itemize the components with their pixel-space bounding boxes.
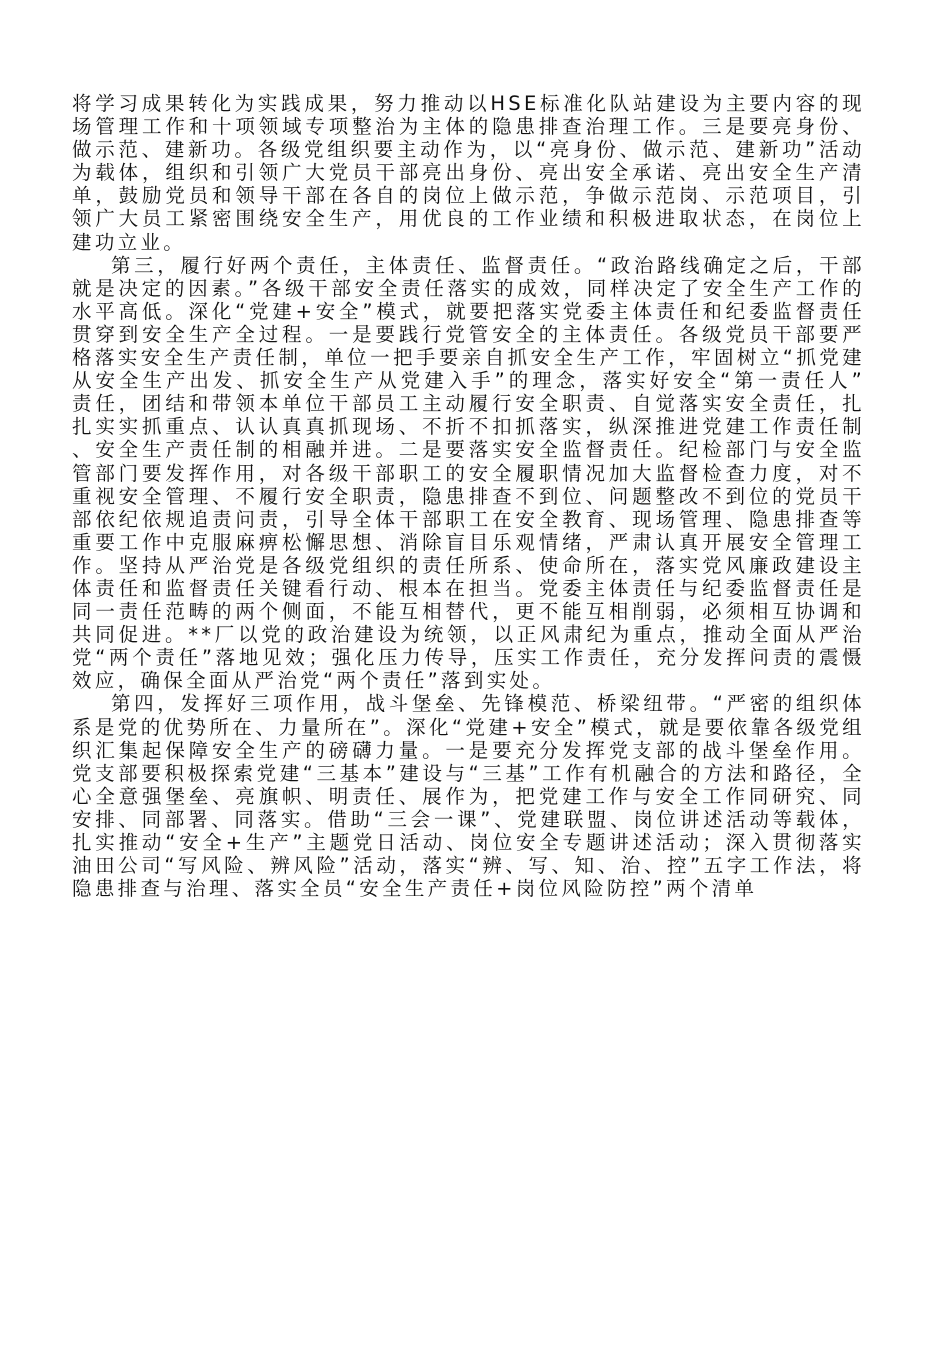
paragraph-3: 第四，发挥好三项作用，战斗堡垒、先锋模范、桥梁纽带。“严密的组织体系是党的优势所在、力量所在”。深化“党建+安全”模式，就是要依靠各级党组织汇集起保障安全生产的磅礴力量。一是要充分发挥党支部的战斗堡垒作用。党支部要积极探索党建“三基本”建设与“三基”工作有机融合的方法和路径，全心全意强堡垒、亮旗帜、明责任、展作为，把党建工作与安全工作同研究、同安排、同部署、同落实。借助“三会一课”、党建联盟、岗位讲述活动等载体，扎实推动“安全+生产”主题党日活动、岗位安全专题讲述活动；深入贯彻落实油田公司“写风险、辨风险”活动，落实“辨、写、知、治、控”五字工作法，将隐患排查与治理、落实全员“安全生产责任+岗位风险防控”两个清单: [72, 692, 865, 901]
paragraph-1: 将学习成果转化为实践成果，努力推动以HSE标准化队站建设为主要内容的现场管理工作和十项领域专项整治为主体的隐患排查治理工作。三是要亮身份、做示范、建新功。各级党组织要主动作为，以“亮身份、做示范、建新功”活动为载体，组织和引领广大党员干部亮出身份、亮出安全承诺、亮出安全生产清单，鼓励党员和领导干部在各自的岗位上做示范，争做示范岗、示范项目，引领广大员工紧密围绕安全生产，用优良的工作业绩和积极进取状态，在岗位上建功立业。: [72, 92, 865, 254]
paragraph-2: 第三，履行好两个责任，主体责任、监督责任。“政治路线确定之后，干部就是决定的因素。”各级干部安全责任落实的成效，同样决定了安全生产工作的水平高低。深化“党建+安全”模式，就要把落实党委主体责任和纪委监督责任贯穿到安全生产全过程。一是要践行党管安全的主体责任。各级党员干部要严格落实安全生产责任制，单位一把手要亲自抓安全生产工作，牢固树立“抓党建从安全生产出发、抓安全生产从党建入手”的理念，落实好安全“第一责任人”责任，团结和带领本单位干部员工主动履行安全职责、自觉落实安全责任，扎扎实实抓重点、认认真真抓现场、不折不扣抓落实，纵深推进党建工作责任制、安全生产责任制的相融并进。二是要落实安全监督责任。纪检部门与安全监管部门要发挥作用，对各级干部职工的安全履职情况加大监督检查力度，对不重视安全管理、不履行安全职责，隐患排查不到位、问题整改不到位的党员干部依纪依规追责问责，引导全体干部职工在安全教育、现场管理、隐患排查等重要工作中克服麻痹松懈思想、消除盲目乐观情绪，严肃认真开展安全管理工作。坚持从严治党是各级党组织的责任所系、使命所在，落实党风廉政建设主体责任和监督责任关键看行动、根本在担当。党委主体责任与纪委监督责任是同一责任范畴的两个侧面，不能互相替代，更不能互相削弱，必须相互协调和共同促进。**厂以党的政治建设为统领，以正风肃纪为重点，推动全面从严治党“两个责任”落地见效；强化压力传导，压实工作责任，充分发挥问责的震慑效应，确保全面从严治党“两个责任”落到实处。: [72, 253, 865, 693]
document-body: [72, 92, 865, 900]
